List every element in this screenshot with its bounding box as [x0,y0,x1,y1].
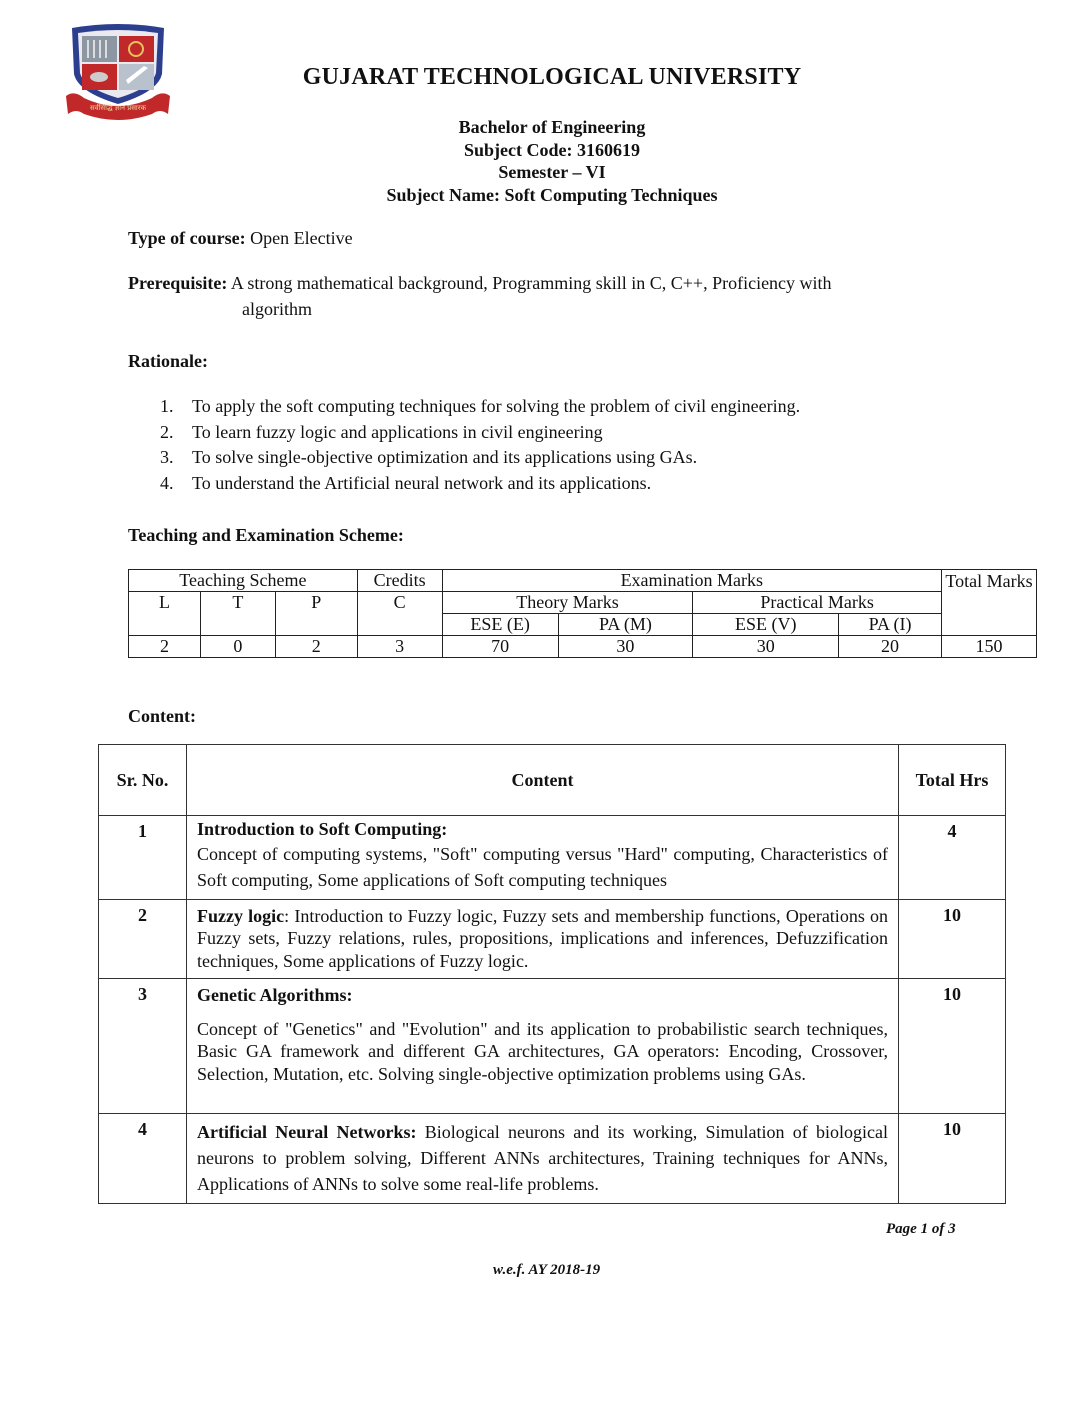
table-row: 3 Genetic Algorithms: Concept of "Genetics" and "Evolution" and its application to probabilistic search techniques, Basic GA framework and different GA architectures, GA operators: Encoding, Crossover, Selection, Mutation, etc. Solving single-objective optimization problems using GAs. 10 [99,979,1006,1114]
subject-code: Subject Code: 3160619 [464,139,640,160]
ese-e-value: 70 [442,636,558,658]
page-number: Page 1 of 3 [886,1221,956,1237]
table-row: 4 Artificial Neural Networks: Biological neurons and its working, Simulation of biological neurons to problem solving, Different ANNs architectures, Training techniques for ANNs, Applications of ANNs to solve some real-life problems. 10 [99,1114,1006,1204]
prerequisite-text-cont: algorithm [242,299,312,319]
svg-text:सर्वसिद्धि ज्ञान प्रसारक: सर्वसिद्धि ज्ञान प्रसारक [90,104,146,112]
table-row: 2 Fuzzy logic: Introduction to Fuzzy logic, Fuzzy sets and membership functions, Operations on Fuzzy sets, Fuzzy relations, rules, propositions, implications and inferences, Defuzzification techniques, Some applications of Fuzzy logic. 10 [99,899,1006,979]
t-value: 0 [200,636,275,658]
t-header: T [200,592,275,636]
practical-marks-header: Practical Marks [693,592,942,614]
pa-i-value: 20 [839,636,942,658]
c-value: 3 [357,636,442,658]
sr-no-header: Sr. No. [99,745,187,816]
c-header: C [357,592,442,636]
content-header: Content [187,745,899,816]
rationale-heading: Rationale: [128,351,208,371]
total-hrs-header: Total Hrs [899,745,1006,816]
exam-marks-header: Examination Marks [442,570,941,592]
p-value: 2 [275,636,357,658]
university-title: GUJARAT TECHNOLOGICAL UNIVERSITY [302,64,802,90]
pa-i-header: PA (I) [839,614,942,636]
rationale-item: 3. To solve single-objective optimization and its applications using GAs. [160,447,698,468]
semester: Semester – VI [498,162,606,182]
table-row: 1 Introduction to Soft Computing: Concept of computing systems, "Soft" computing versus "Hard" computing, Characteristics of Soft computing, Some applications of Soft computing techniques 4 [99,816,1006,900]
l-value: 2 [129,636,201,658]
scheme-heading: Teaching and Examination Scheme: [128,525,404,545]
theory-marks-header: Theory Marks [442,592,693,614]
content-table [98,744,1006,1204]
rationale-item: 1. To apply the soft computing techniques for solving the problem of civil engineering. [160,396,801,416]
pa-m-header: PA (M) [558,614,693,636]
prerequisite-label: Prerequisite: [128,273,228,293]
prerequisite [128,273,832,294]
credits-header: Credits [357,570,442,592]
ese-e-header: ESE (E) [442,614,558,636]
course-type-value: Open Elective [250,228,353,248]
ese-v-value: 30 [693,636,839,658]
rationale-item: 4. To understand the Artificial neural network and its applications. [160,473,652,494]
rationale-list [160,394,800,497]
degree: Bachelor of Engineering [458,117,646,137]
rationale-item: 2. To learn fuzzy logic and applications in civil engineering [160,421,603,442]
total-marks-header: Total Marks [941,570,1036,636]
content-header-row [99,745,1006,816]
pa-m-value: 30 [558,636,693,658]
subject-header [0,116,1088,206]
scheme-table [128,569,1037,658]
l-header: L [129,592,201,636]
ese-v-header: ESE (V) [693,614,839,636]
course-type-label: Type of course: [128,228,246,248]
teaching-scheme-header: Teaching Scheme [129,570,358,592]
course-type [128,228,353,249]
prerequisite-text: A strong mathematical background, Programming skill in C, C++, Proficiency with [230,273,832,293]
effective-year: w.e.f. AY 2018-19 [493,1262,601,1278]
total-value: 150 [941,636,1036,658]
p-header: P [275,592,357,636]
subject-name: Subject Name: Soft Computing Techniques [386,184,718,205]
content-heading: Content: [128,706,196,726]
